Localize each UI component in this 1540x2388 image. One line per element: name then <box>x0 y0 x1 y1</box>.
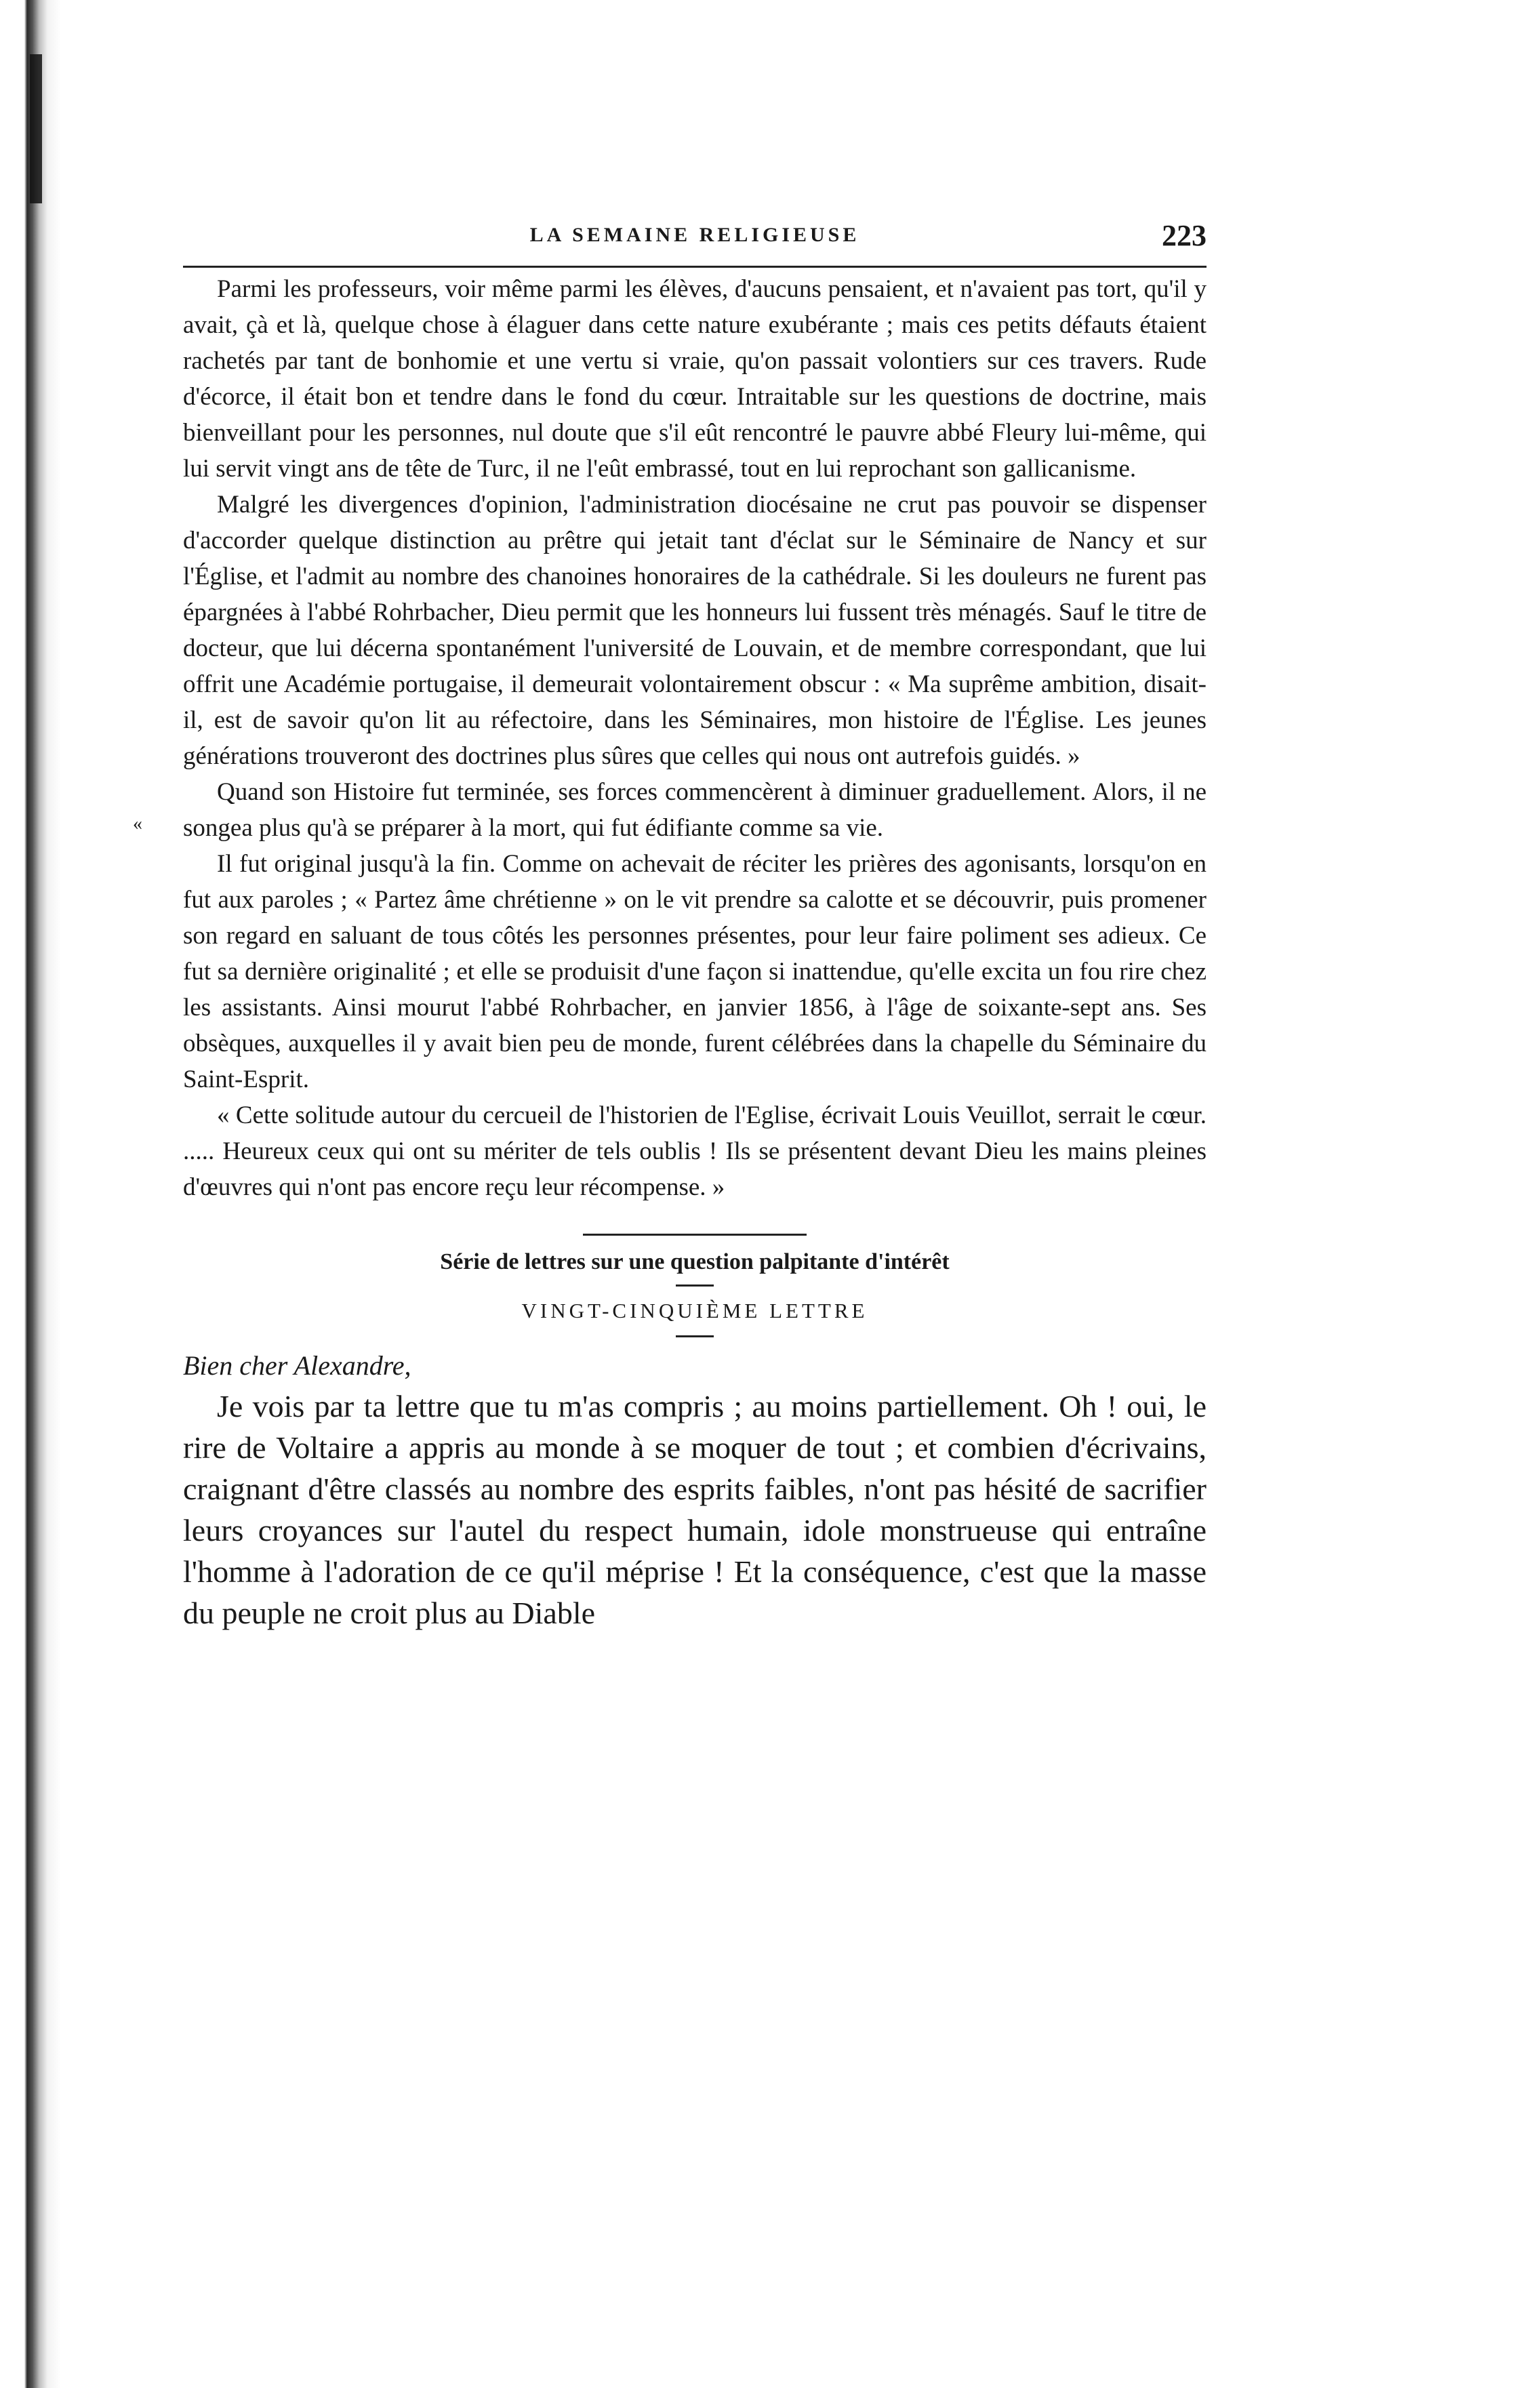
margin-mark: « <box>133 813 142 834</box>
header-rule <box>183 266 1207 268</box>
letter-paragraph: Je vois par ta lettre que tu m'as compris ; au moins partiellement. Oh ! oui, le rire de Voltaire a appris au monde à se moquer de tout ; et combien d'écrivains, craignant d'être classés au nombre des esprits faibles, n'ont pas hésité de sacrifier leurs croyances sur l'autel du respect humain, idole monstrueuse qui entraîne l'homme à l'adoration de ce qu'il méprise ! Et la conséquence, c'est que la masse du peuple ne croit plus au Diable <box>183 1389 1207 1630</box>
running-head <box>183 219 1207 271</box>
book-binding-edge <box>0 0 136 2388</box>
document-page <box>183 219 1207 1634</box>
body-paragraph: « Cette solitude autour du cercueil de l'historien de l'Eglise, écrivait Louis Veuillot, serrait le cœur. ..... Heureux ceux qui ont su mériter de tels oublis ! Ils se présentent devant Dieu les mains pleines d'œuvres qui n'ont pas encore reçu leur récompense. » <box>183 1101 1207 1201</box>
body-paragraph: Il fut original jusqu'à la fin. Comme on achevait de réciter les prières des agonisants, lorsqu'on en fut aux paroles ; « Partez âme chrétienne » on le vit prendre sa calotte et se découvrir, puis promener son regard en saluant de tous côtés les personnes présentes, pour leur faire poliment ses adieux. Ce fut sa dernière originalité ; et elle se produisit d'une façon si inattendue, qu'elle excita un fou rire chez les assistants. Ainsi mourut l'abbé Rohrbacher, en janvier 1856, à l'âge de soixante-sept ans. Ses obsèques, auxquelles il y avait bien peu de monde, furent célébrées dans la chapelle du Séminaire du Saint-Esprit. <box>183 850 1207 1093</box>
letter-number: VINGT-CINQUIÈME LETTRE <box>521 1299 868 1322</box>
letter-body <box>183 1385 1207 1634</box>
page-number: 223 <box>1162 219 1207 252</box>
body-paragraph: Quand son Histoire fut terminée, ses forces commencèrent à diminuer graduellement. Alors, il ne songea plus qu'à se préparer à la mort, qui fut édifiante comme sa vie. <box>183 778 1207 842</box>
section-divider <box>583 1234 807 1236</box>
short-rule <box>676 1284 714 1287</box>
article-body <box>183 271 1207 1205</box>
section-title: Série de lettres sur une question palpitante d'intérêt <box>440 1249 950 1274</box>
letter-salutation: Bien cher Alexandre, <box>183 1350 411 1381</box>
body-paragraph: Parmi les professeurs, voir même parmi les élèves, d'aucuns pensaient, et n'avaient pas tort, qu'il y avait, çà et là, quelque chose à élaguer dans cette nature exubérante ; mais ces petits défauts étaient rachetés par tant de bonhomie et une vertu si vraie, qu'on passait volontiers sur ces travers. Rude d'écorce, il était bon et tendre dans le fond du cœur. Intraitable sur les questions de doctrine, mais bienveillant pour les personnes, nul doute que s'il eût rencontré le pauvre abbé Fleury lui-même, qui lui servit vingt ans de tête de Turc, il ne l'eût embrassé, tout en lui reprochant son gallicanisme. <box>183 275 1207 483</box>
body-paragraph: Malgré les divergences d'opinion, l'administration diocésaine ne crut pas pouvoir se dispenser d'accorder quelque distinction au prêtre qui jetait tant d'éclat sur le Séminaire de Nancy et sur l'Église, et l'admit au nombre des chanoines honoraires de la cathédrale. Si les douleurs ne furent pas épargnées à l'abbé Rohrbacher, Dieu permit que les honneurs lui fussent très ménagés. Sauf le titre de docteur, que lui décerna spontanément l'université de Louvain, et de membre correspondant, que lui offrit une Académie portugaise, il demeurait volontairement obscur : « Ma suprême ambition, disait-il, est de savoir qu'on lit au réfectoire, dans les Séminaires, mon histoire de l'Église. Les jeunes générations trouveront des doctrines plus sûres que celles qui nous ont autrefois guidés. » <box>183 491 1207 770</box>
short-rule <box>676 1335 714 1337</box>
running-title: LA SEMAINE RELIGIEUSE <box>529 224 860 246</box>
